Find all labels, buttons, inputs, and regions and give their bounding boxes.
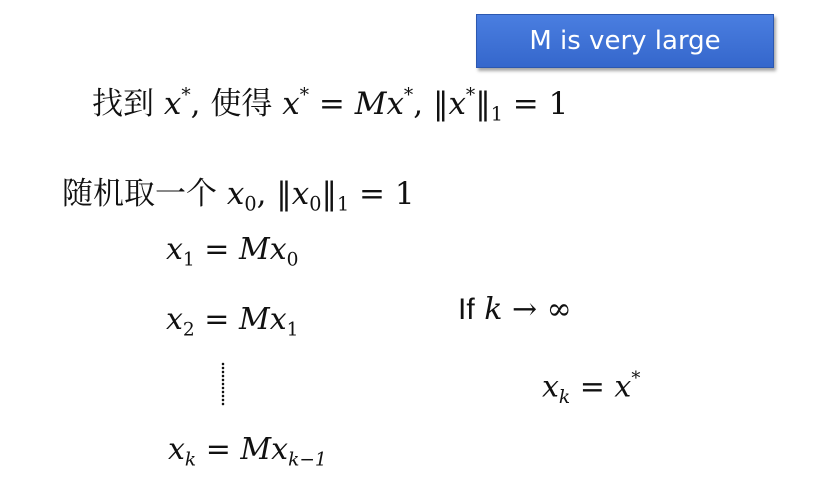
norm-open: ‖ xyxy=(276,176,292,212)
norm-open: ‖ xyxy=(432,86,449,122)
equals: = xyxy=(309,86,355,122)
k-var: k xyxy=(484,292,503,327)
comma: , xyxy=(413,86,433,122)
norm-close: ‖ xyxy=(321,176,337,212)
vertical-ellipsis xyxy=(221,362,225,406)
x-sub: 1 xyxy=(286,319,299,341)
norm-sub: 1 xyxy=(490,102,503,126)
badge-label: M is very large xyxy=(529,26,721,56)
x-var: x xyxy=(386,86,404,122)
norm-sub: 1 xyxy=(336,192,350,216)
comma: , xyxy=(256,176,277,212)
x-sub: 0 xyxy=(309,192,322,216)
rhs-value: 1 xyxy=(394,176,415,212)
x-sub: 1 xyxy=(182,249,195,271)
convergence-result xyxy=(542,368,640,408)
comma: , xyxy=(190,86,211,122)
random-pick-text: 随机取一个 xyxy=(62,176,217,212)
x-sub: 0 xyxy=(286,249,299,271)
star-sup: * xyxy=(181,84,191,106)
star-sup: * xyxy=(403,84,414,106)
x-var: x xyxy=(226,176,245,212)
problem-statement-line xyxy=(92,78,568,126)
star-sup: * xyxy=(631,368,641,389)
x-sub: 2 xyxy=(182,319,195,341)
x-sub: k xyxy=(558,387,571,409)
x-var: x xyxy=(168,432,185,467)
equals: = xyxy=(196,432,241,467)
m-is-very-large-badge xyxy=(476,14,774,68)
x-var: x xyxy=(163,86,182,122)
x-sub: k−1 xyxy=(288,449,327,471)
x-var: x xyxy=(271,432,289,467)
star-sup: * xyxy=(299,84,309,106)
m-var: M xyxy=(240,432,272,467)
if-text: If xyxy=(458,293,475,326)
x-var: x xyxy=(614,369,632,405)
x-var: x xyxy=(448,86,466,122)
m-var: M xyxy=(238,302,270,337)
m-var: M xyxy=(238,232,270,267)
x-sub: 0 xyxy=(244,192,257,216)
m-var: M xyxy=(354,86,387,122)
x-var: x xyxy=(166,302,183,337)
equals: = xyxy=(502,86,549,122)
x-sub: k xyxy=(184,449,197,471)
rhs-value: 1 xyxy=(548,86,569,122)
star-sup: * xyxy=(465,84,476,106)
such-that-text: 使得 xyxy=(210,86,273,122)
x-var: x xyxy=(291,176,310,212)
x-var: x xyxy=(282,86,300,122)
iteration-k-equation xyxy=(168,432,327,471)
x-var: x xyxy=(166,232,183,267)
arrow-infinity: → ∞ xyxy=(502,292,572,327)
equals: = xyxy=(570,369,615,405)
init-statement-line xyxy=(62,168,415,216)
norm-close: ‖ xyxy=(475,86,491,122)
x-var: x xyxy=(269,302,287,337)
find-text: 找到 xyxy=(92,86,154,122)
limit-condition xyxy=(458,292,572,327)
x-var: x xyxy=(542,369,559,405)
x-var: x xyxy=(269,232,287,267)
equals: = xyxy=(349,176,395,212)
equals: = xyxy=(194,232,239,267)
equals: = xyxy=(194,302,239,337)
iteration-1-equation xyxy=(166,232,298,271)
iteration-2-equation xyxy=(166,302,298,341)
